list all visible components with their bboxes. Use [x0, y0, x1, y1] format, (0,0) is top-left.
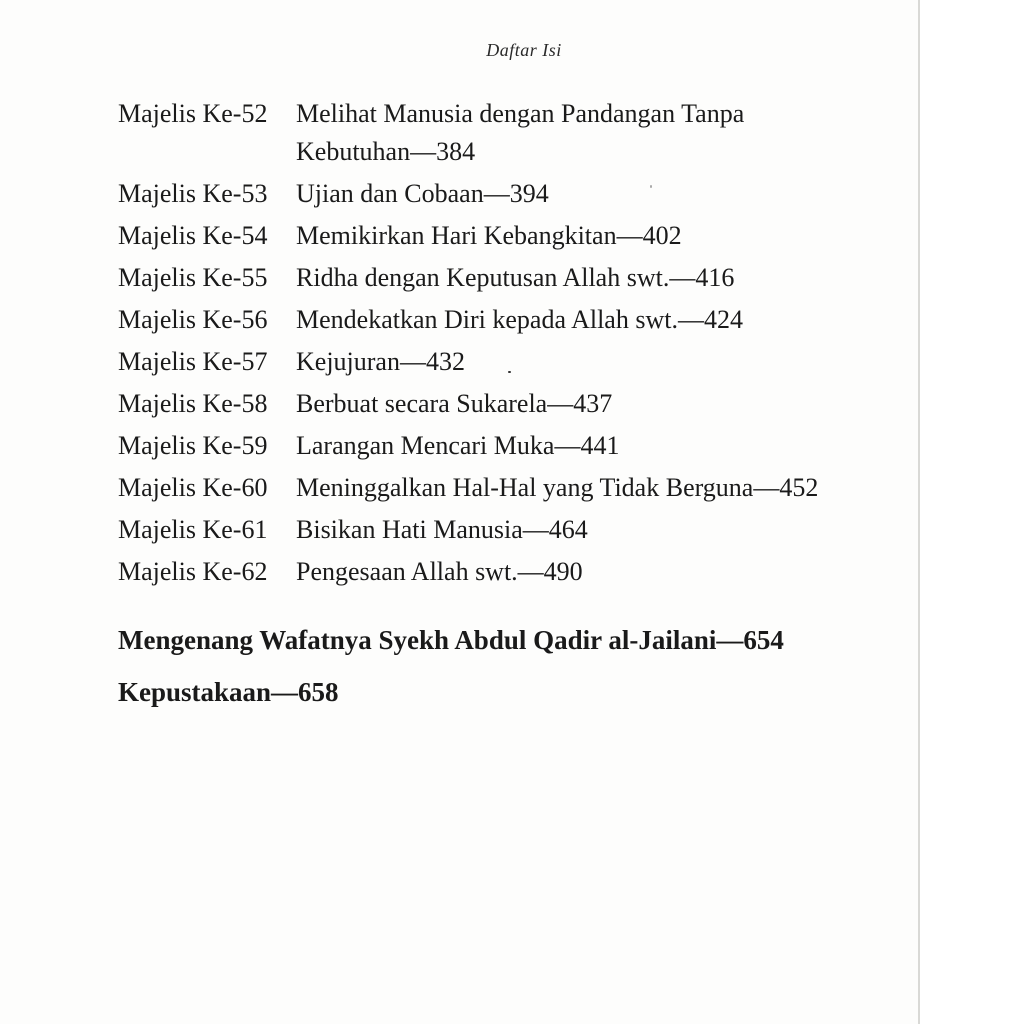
toc-entry	[118, 259, 908, 297]
toc-entry-title: Berbuat secara Sukarela—437	[296, 389, 613, 418]
running-head: Daftar Isi	[486, 40, 562, 60]
toc-entry-title: Pengesaan Allah swt.—490	[296, 557, 583, 586]
toc-entry	[118, 553, 908, 591]
toc-entry	[118, 217, 908, 255]
toc-entry-title: Ujian dan Cobaan—394	[296, 179, 549, 208]
toc-entry	[118, 175, 908, 213]
back-matter-item: Mengenang Wafatnya Syekh Abdul Qadir al-Jailani—654	[118, 625, 784, 655]
toc-entry-title: Memikirkan Hari Kebangkitan—402	[296, 221, 682, 250]
toc-entry-title: Melihat Manusia dengan Pandangan Tanpa Kebutuhan—384	[296, 99, 745, 166]
back-matter-item: Kepustakaan—658	[118, 677, 339, 707]
toc-entry	[118, 511, 908, 549]
toc-entry	[118, 427, 908, 465]
toc-entry-label: Majelis Ke-53	[118, 179, 268, 208]
page-margin	[920, 0, 1024, 1024]
toc-entry-title: Ridha dengan Keputusan Allah swt.—416	[296, 263, 735, 292]
toc-entry-title: Larangan Mencari Muka—441	[296, 431, 620, 460]
toc-entry	[118, 385, 908, 423]
toc-entry-title: Meninggalkan Hal-Hal yang Tidak Berguna—452	[296, 473, 819, 502]
table-of-contents	[118, 95, 908, 595]
toc-entry-label: Majelis Ke-59	[118, 431, 268, 460]
toc-entry-label: Majelis Ke-61	[118, 515, 268, 544]
toc-entry-title: Mendekatkan Diri kepada Allah swt.—424	[296, 305, 743, 334]
toc-entry-label: Majelis Ke-55	[118, 263, 268, 292]
toc-entry	[118, 469, 908, 507]
toc-entry-label: Majelis Ke-54	[118, 221, 268, 250]
print-speck	[508, 371, 511, 373]
toc-entry-title: Bisikan Hati Manusia—464	[296, 515, 588, 544]
toc-entry-label: Majelis Ke-60	[118, 473, 268, 502]
toc-entry-label: Majelis Ke-62	[118, 557, 268, 586]
toc-entry-label: Majelis Ke-57	[118, 347, 268, 376]
toc-entry	[118, 343, 908, 381]
toc-entry-label: Majelis Ke-58	[118, 389, 268, 418]
print-speck	[650, 185, 652, 188]
toc-entry	[118, 301, 908, 339]
back-matter	[118, 620, 908, 724]
toc-entry-label: Majelis Ke-56	[118, 305, 268, 334]
toc-entry	[118, 95, 908, 171]
toc-entry-title: Kejujuran—432	[296, 347, 465, 376]
toc-entry-label: Majelis Ke-52	[118, 99, 268, 128]
